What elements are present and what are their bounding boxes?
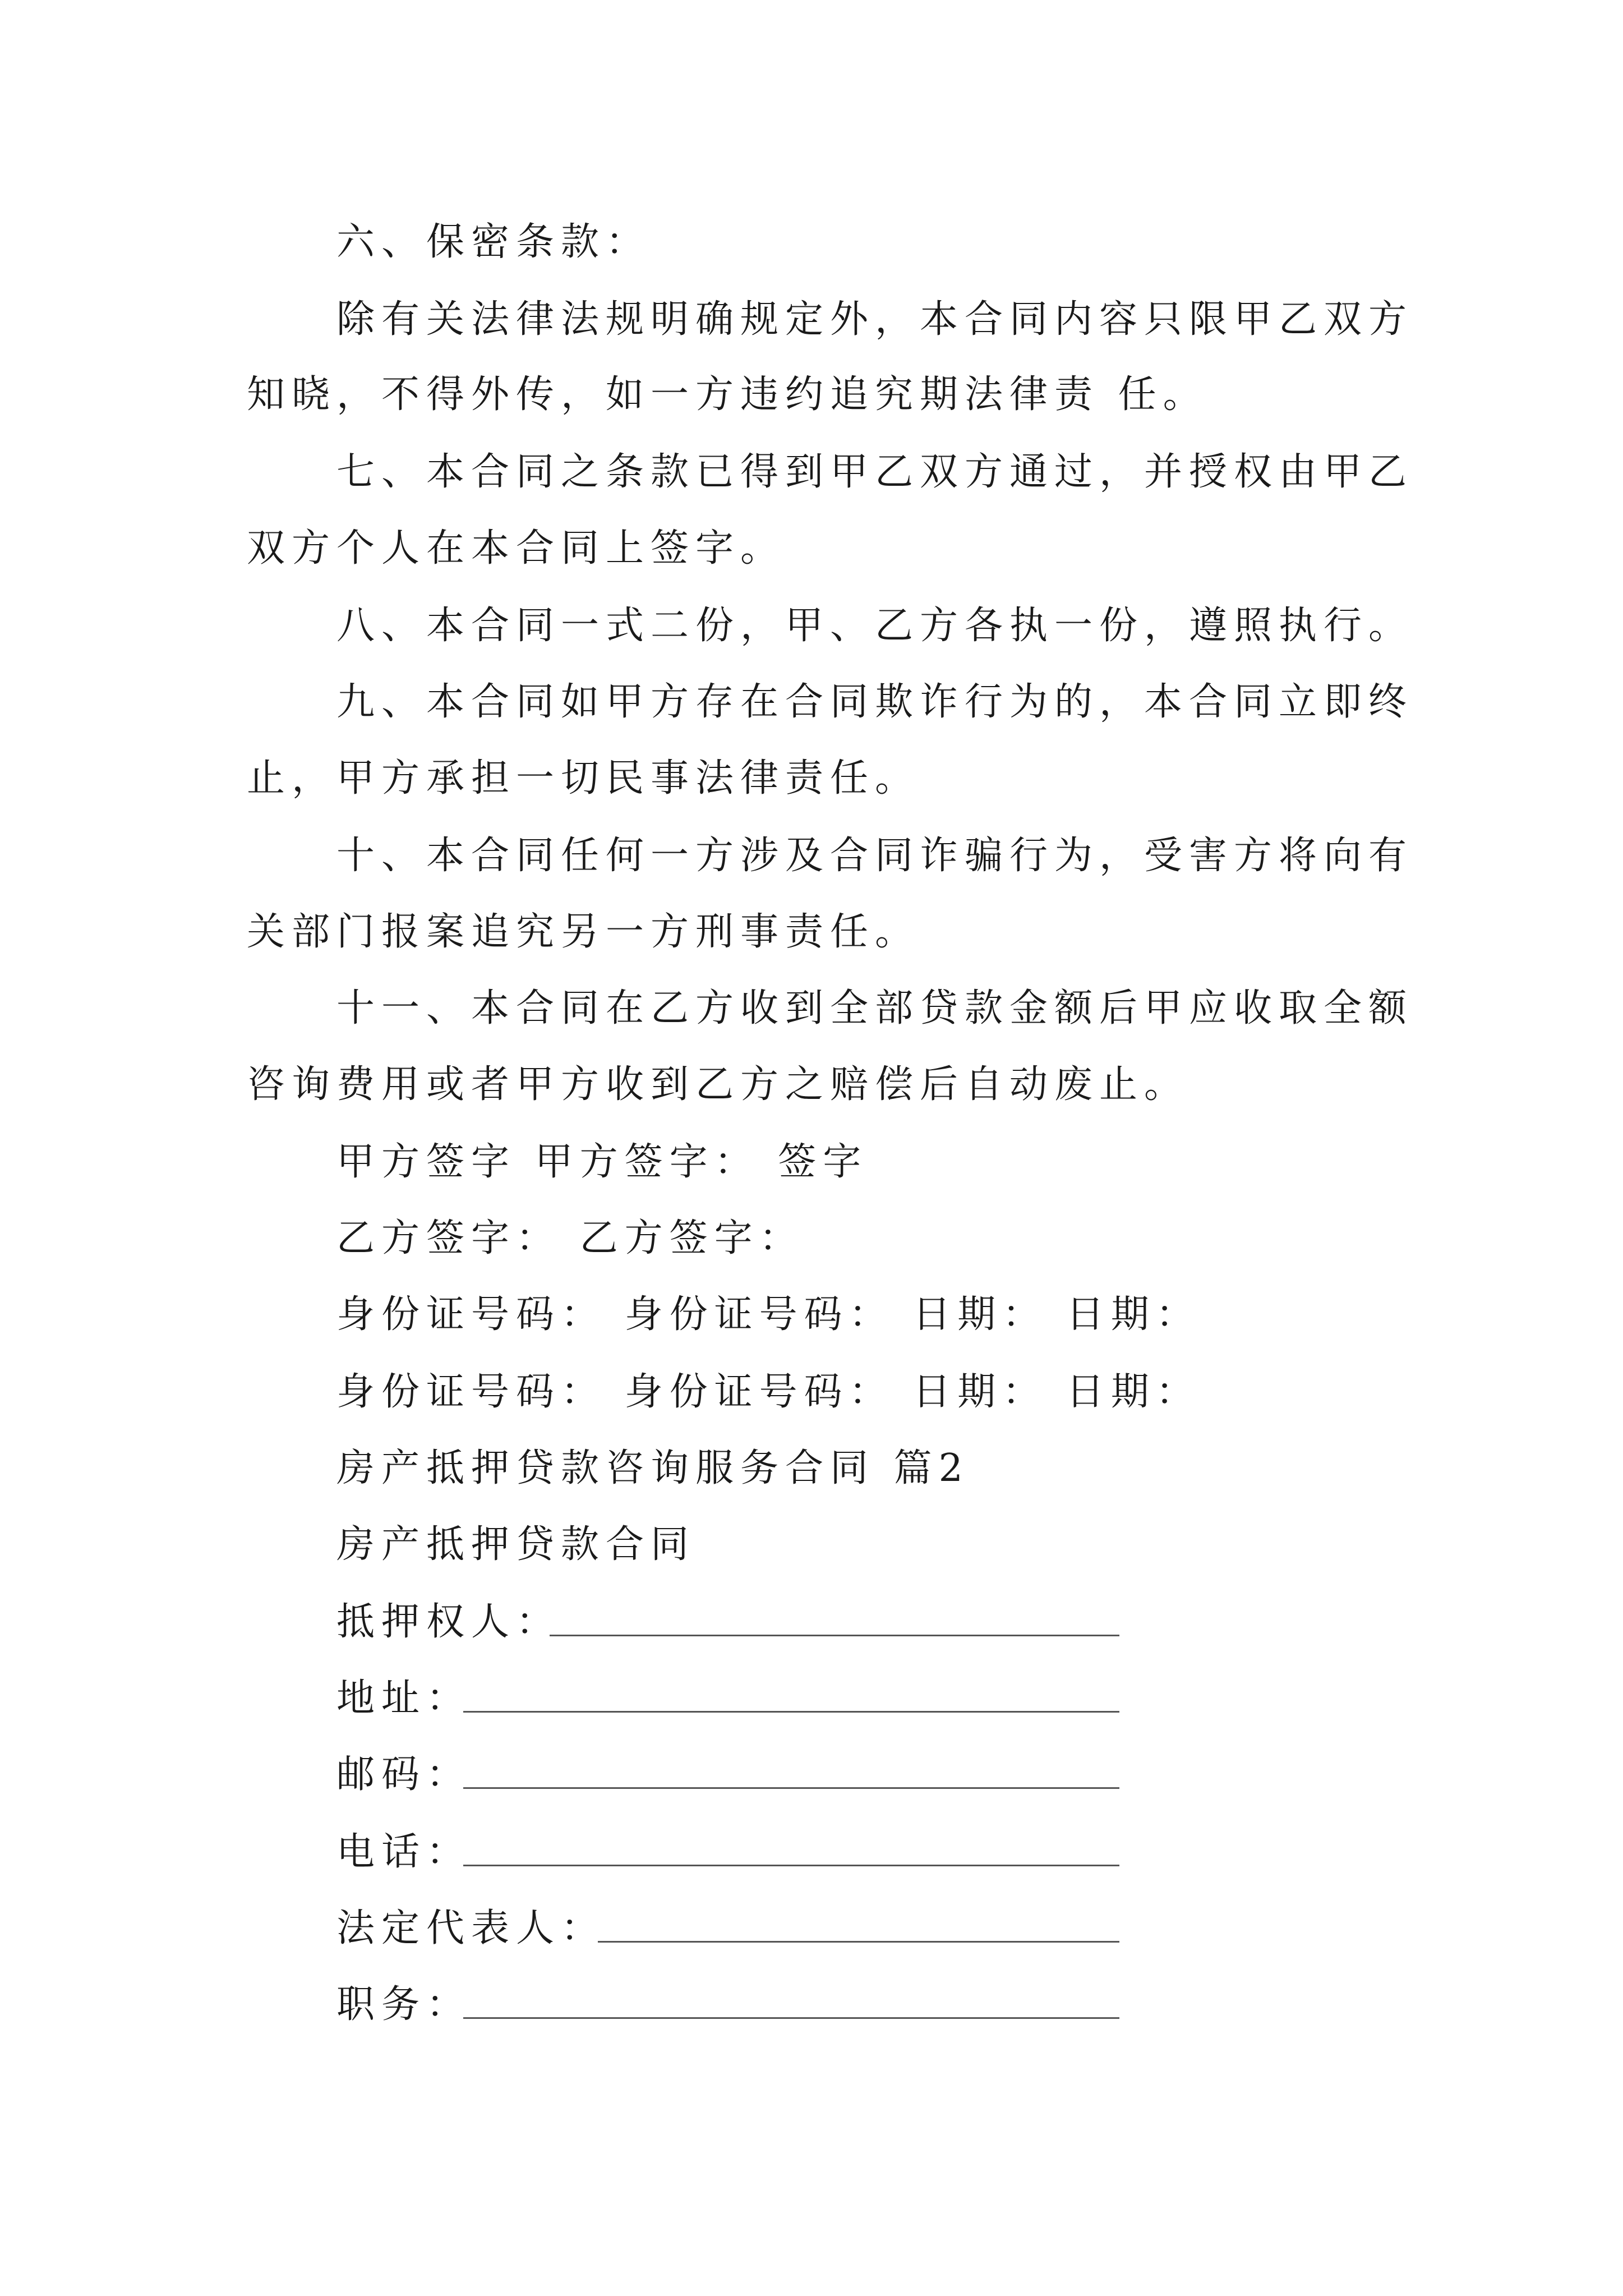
mortgagee-underline[interactable]	[550, 1635, 1119, 1636]
id-date-row-2: 身份证号码： 身份证号码： 日期： 日期：	[336, 1370, 1201, 1414]
clause-6-title: 六、保密条款：	[336, 220, 651, 264]
party-b-signature: 乙方签字： 乙方签字：	[336, 1216, 804, 1260]
field-label-mortgagee: 抵押权人：	[336, 1600, 561, 1644]
field-label-phone: 电话：	[336, 1830, 472, 1874]
section-heading: 房产抵押贷款咨询服务合同 篇2	[336, 1446, 970, 1490]
party-a-signature: 甲方签字 甲方签字： 签字	[336, 1140, 868, 1184]
id-date-row-1: 身份证号码： 身份证号码： 日期： 日期：	[336, 1292, 1201, 1337]
field-label-position: 职务：	[336, 1982, 472, 2027]
postcode-underline[interactable]	[463, 1787, 1119, 1789]
clause-9-line-2: 止，甲方承担一切民事法律责任。	[247, 756, 920, 800]
field-label-legal-rep: 法定代表人：	[336, 1906, 606, 1950]
clause-6-line-2: 知晓，不得外传，如一方违约追究期法律责 任。	[247, 372, 1208, 417]
clause-11-line-2: 咨询费用或者甲方收到乙方之赔偿后自动废止。	[247, 1062, 1189, 1107]
phone-underline[interactable]	[463, 1865, 1119, 1866]
field-label-address: 地址：	[336, 1676, 472, 1720]
clause-8: 八、本合同一式二份，甲、乙方各执一份，遵照执行。	[336, 604, 1414, 648]
clause-6-line-1: 除有关法律法规明确规定外，本合同内容只限甲乙双方	[336, 297, 1414, 342]
clause-7-line-1: 七、本合同之条款已得到甲乙双方通过，并授权由甲乙	[336, 450, 1414, 494]
clause-9-line-1: 九、本合同如甲方存在合同欺诈行为的，本合同立即终	[336, 680, 1414, 724]
clause-11-line-1: 十一、本合同在乙方收到全部贷款金额后甲应收取全额	[336, 986, 1414, 1030]
legal-rep-underline[interactable]	[598, 1941, 1119, 1943]
clause-10-line-1: 十、本合同任何一方涉及合同诈骗行为，受害方将向有	[336, 834, 1414, 878]
field-label-postcode: 邮码：	[336, 1752, 472, 1797]
contract-title: 房产抵押贷款合同	[336, 1522, 696, 1567]
clause-7-line-2: 双方个人在本合同上签字。	[247, 526, 786, 570]
clause-10-line-2: 关部门报案追究另一方刑事责任。	[247, 910, 920, 954]
address-underline[interactable]	[463, 1711, 1119, 1713]
position-underline[interactable]	[463, 2017, 1119, 2019]
